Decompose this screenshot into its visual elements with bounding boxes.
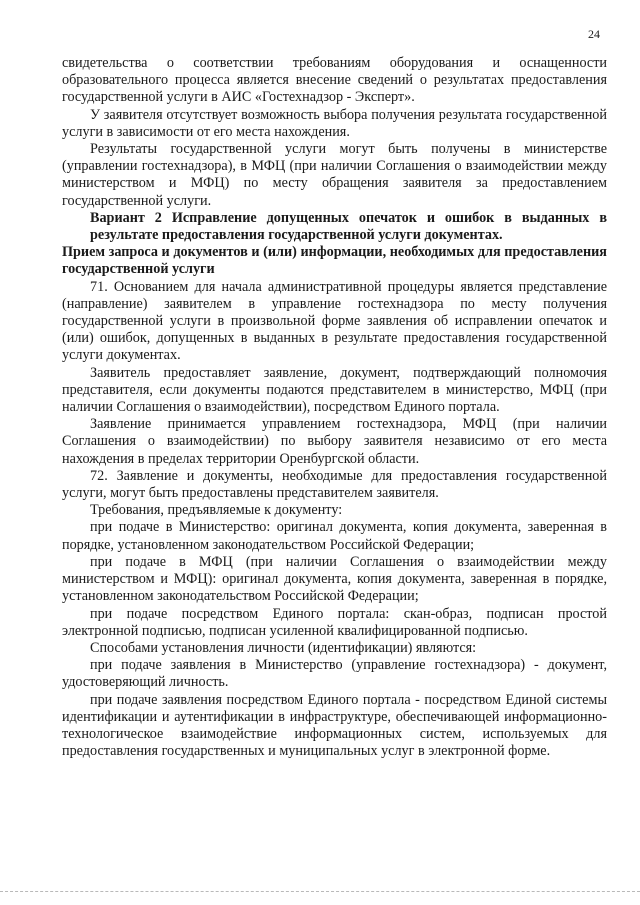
paragraph-intro-3: Результаты государственной услуги могут быть получены в министерстве (управлении гостехнадзора), в МФЦ (при наличии Соглашения о взаимодействии между министерством и МФЦ) по месту обращения заявителя за предоставлением государственной услуги. <box>62 141 607 209</box>
section-heading: Прием запроса и документов и (или) информации, необходимых для предоставления государственной услуги <box>62 244 607 278</box>
paragraph-intro-1: свидетельства о соответствии требованиям оборудования и оснащенности образовательного процесса является внесение сведений о результатах предоставления государственной услуги в АИС «Гостехнадзор - Эксперт». <box>62 55 607 106</box>
paragraph-mfc: при подаче в МФЦ (при наличии Соглашения о взаимодействии между министерством и МФЦ): оригинал документа, копия документа, заверенная в порядке, установленном законодательством Российской Федерации; <box>62 553 607 605</box>
paragraph-ident-ministry: при подаче заявления в Министерство (управление гостехнадзора) - документ, удостоверяющий личность. <box>62 657 607 691</box>
paragraph-portal: при подаче посредством Единого портала: скан-образ, подписан простой электронной подписью, подписан усиленной квалифицированной подписью. <box>62 605 607 639</box>
paragraph-main-2: Заявитель предоставляет заявление, документ, подтверждающий полномочия представителя, если документы подаются представителем в министерство, МФЦ (при наличии Соглашения о взаимодействии), посредством Единого портала. <box>62 364 607 416</box>
page-bottom-divider <box>0 891 640 892</box>
paragraph-intro-2: У заявителя отсутствует возможность выбора получения результата государственной услуги в зависимости от его места нахождения. <box>62 106 607 140</box>
paragraph-main-3: Заявление принимается управлением гостехнадзора, МФЦ (при наличии Соглашения о взаимодействии) по выбору заявителя независимо от его места нахождения в пределах территории Оренбургской области. <box>62 416 607 467</box>
variant-heading: Вариант 2 Исправление допущенных опечаток и ошибок в выданных в результате предоставления государственной услуги документах. <box>90 209 607 244</box>
paragraph-ministry: при подаче в Министерство: оригинал документа, копия документа, заверенная в порядке, установленном законодательством Российской Федерации; <box>62 519 607 553</box>
paragraph-71: 71. Основанием для начала административной процедуры является представление (направление) заявителем в управление гостехнадзора по месту получения государственной услуги в произвольной форме заявления об исправлении опечаток и (или) ошибок, допущенных в выданных в результате предоставления государственной услуги документах. <box>62 278 607 364</box>
page-number: 24 <box>588 27 600 41</box>
paragraph-ident-portal: при подаче заявления посредством Единого портала - посредством Единой системы идентификации и аутентификации в инфраструктуре, обеспечивающей информационно-технологическое взаимодействие информационных систем, используемых для предоставления государственных и муниципальных услуг в электронной форме. <box>62 691 607 760</box>
paragraph-requirements: Требования, предъявляемые к документу: <box>90 502 343 519</box>
document-body <box>62 55 607 760</box>
paragraph-identification: Способами установления личности (идентификации) являются: <box>90 639 477 656</box>
paragraph-72: 72. Заявление и документы, необходимые для предоставления государственной услуги, могут быть предоставлены представителем заявителя. <box>62 467 607 502</box>
